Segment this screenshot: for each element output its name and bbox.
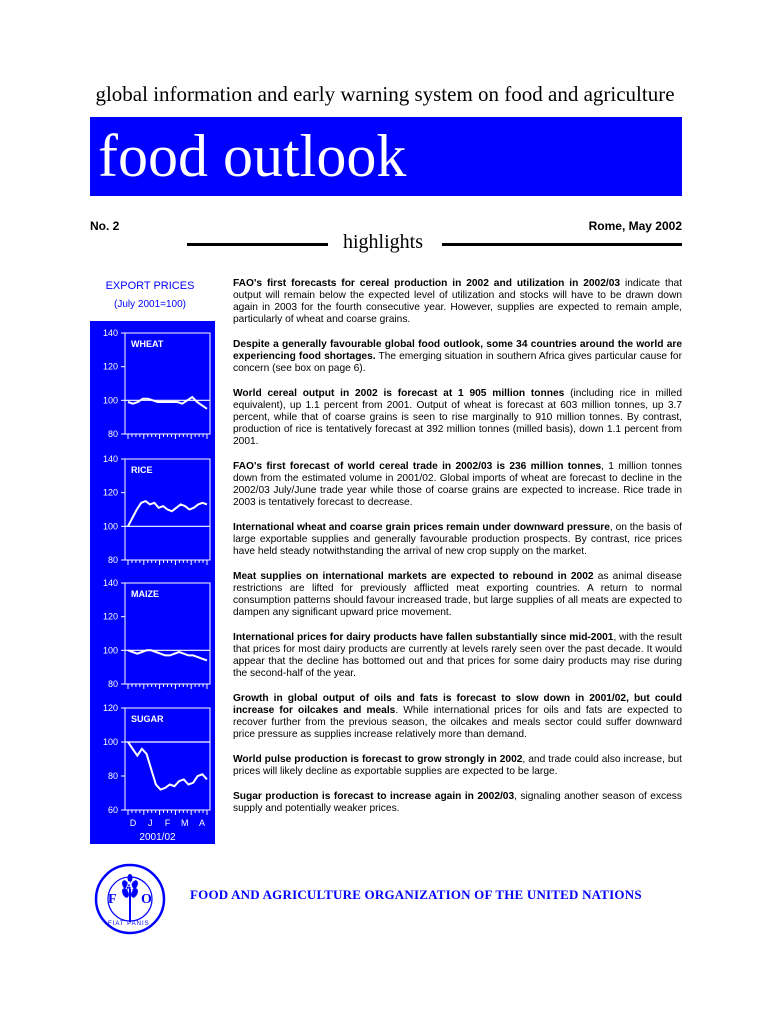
y-tick-label: 140 — [102, 328, 118, 338]
y-tick-label: 120 — [102, 703, 118, 713]
x-tick-label: J — [148, 818, 153, 828]
highlight-paragraph — [233, 571, 682, 619]
chart-title: MAIZE — [131, 589, 159, 599]
highlight-body: , and trade could also increase, but prices will likely decline as exportable supplies are expected to be large. — [233, 754, 682, 777]
fao-logo-letter-o: O — [141, 892, 152, 907]
y-tick-label: 120 — [102, 611, 118, 622]
fao-logo-letter-a: A — [125, 878, 134, 892]
y-tick-label: 120 — [102, 487, 118, 498]
highlight-paragraph — [233, 632, 682, 680]
highlight-paragraph — [233, 522, 682, 558]
y-tick-label: 140 — [102, 454, 118, 464]
export-prices-title: EXPORT PRICES — [105, 280, 195, 292]
highlight-lead: International wheat and coarse grain prices remain under downward pressure — [233, 522, 610, 533]
highlight-paragraph — [233, 461, 682, 509]
highlight-body: indicate that output will remain below the expected level of utilization and stocks will have to be drawn down again in 2003 for the fourth consecutive year. However, supplies are expected to remain ample, particularly of wheat and coarse grains. — [233, 278, 682, 325]
x-tick-label: M — [181, 818, 189, 828]
highlight-lead: Sugar production is forecast to increase again in 2002/03 — [233, 791, 515, 802]
x-tick-label: D — [129, 818, 137, 828]
chart-title: RICE — [131, 465, 153, 475]
highlight-lead: World cereal output in 2002 is forecast at 1 905 million tonnes — [233, 388, 565, 399]
highlight-paragraph — [233, 693, 682, 741]
highlights-rule-right — [442, 243, 682, 246]
highlight-paragraph — [233, 278, 682, 326]
highlight-lead: Despite a generally favourable global food outlook, some 34 countries around the world are experiencing food shortages. — [233, 339, 682, 362]
y-tick-label: 140 — [102, 578, 118, 588]
y-tick-label: 80 — [107, 679, 118, 689]
organization-name: FOOD AND AGRICULTURE ORGANIZATION OF THE UNITED NATIONS — [190, 887, 642, 902]
highlight-paragraph — [233, 791, 682, 815]
y-tick-label: 60 — [107, 805, 118, 815]
export-prices-chart-panel — [90, 321, 215, 844]
highlight-body: , signaling another season of excess supply and potentially weaker prices. — [233, 791, 682, 814]
highlight-lead: Growth in global output of oils and fats is forecast to slow down in 2001/02, but could increase for oilcakes and meals — [233, 693, 682, 716]
export-prices-charts — [90, 321, 215, 844]
y-tick-label: 100 — [102, 737, 118, 747]
highlight-body: The emerging situation in southern Africa gives particular cause for concern (see box on page 6). — [233, 351, 682, 374]
highlight-lead: Meat supplies on international markets are expected to rebound in 2002 — [233, 571, 594, 582]
fao-logo — [94, 863, 166, 935]
highlight-body: (including rice in milled equivalent), up 1.1 percent from 2001. Output of wheat is forecast at 603 million tonnes, up 3.7 percent, while that of coarse grains is seen to rise marginally to 910 million tonnes. By contrast, production of rice is tentatively forecast at 392 million tonnes (milled basis), down 1.1 percent from 2001. — [233, 388, 682, 447]
y-tick-label: 80 — [107, 771, 118, 781]
export-prices-subtitle: (July 2001=100) — [114, 299, 186, 310]
chart-title: WHEAT — [131, 339, 164, 349]
highlight-paragraph — [233, 754, 682, 778]
highlights-rule-left — [187, 243, 328, 246]
fao-logo-letter-f: F — [108, 892, 117, 907]
highlight-body: as animal disease restrictions are lifted for previously afflicted meat exporting countries. A return to normal consumption patterns should favour increased trade, but large supplies of all meats are expected to dampen any significant upward price movement. — [233, 571, 682, 618]
fao-logo-motto: FIAT PANIS — [108, 921, 150, 927]
system-title: global information and early warning system on food and agriculture — [95, 82, 675, 106]
publication-title: food outlook — [98, 123, 407, 189]
highlights-text — [233, 278, 682, 828]
highlights-heading: highlights — [343, 231, 424, 253]
issue-number: No. 2 — [90, 219, 120, 233]
highlight-body: . While international prices for oils and fats are expected to recover further from the previous season, the oilcakes and meals sector could suffer downward price pressure as supplies increase relatively more than demand. — [233, 705, 682, 740]
highlight-body: , on the basis of large exportable supplies and generally favourable production prospects. By contrast, rice prices have held steady notwithstanding the arrival of new crop supply on the market. — [233, 522, 682, 557]
chart-title: SUGAR — [131, 714, 164, 724]
highlight-paragraph — [233, 339, 682, 375]
y-tick-label: 100 — [102, 521, 118, 532]
highlight-lead: International prices for dairy products have fallen substantially since mid-2001 — [233, 632, 614, 643]
title-banner — [90, 117, 682, 196]
x-tick-label: F — [164, 818, 171, 828]
y-tick-label: 80 — [107, 555, 118, 565]
x-axis-label: 2001/02 — [139, 832, 176, 843]
highlight-paragraph — [233, 388, 682, 448]
highlight-lead: FAO's first forecast of world cereal trade in 2002/03 is 236 million tonnes — [233, 461, 602, 472]
x-tick-label: A — [198, 818, 206, 828]
y-tick-label: 80 — [107, 429, 118, 439]
y-tick-label: 100 — [102, 645, 118, 656]
y-tick-label: 120 — [102, 361, 118, 372]
highlight-lead: FAO's first forecasts for cereal production in 2002 and utilization in 2002/03 — [233, 278, 621, 289]
highlight-body: , 1 million tonnes down from the estimated volume in 2001/02. Global imports of wheat are forecast to decline in the 2002/03 July/June trade year while those of coarse grains are expected to increase. Rice trade in 2003 is tentatively forecast to decrease. — [233, 461, 682, 508]
highlight-lead: World pulse production is forecast to grow strongly in 2002 — [233, 754, 523, 765]
highlight-body: , with the result that prices for most dairy products are currently at levels rarely seen over the past decade. It would appear that the decline has bottomed out and that prices for some dairy products may rise during the second-half of the year. — [233, 632, 683, 679]
place-date: Rome, May 2002 — [588, 219, 682, 233]
y-tick-label: 100 — [102, 395, 118, 406]
